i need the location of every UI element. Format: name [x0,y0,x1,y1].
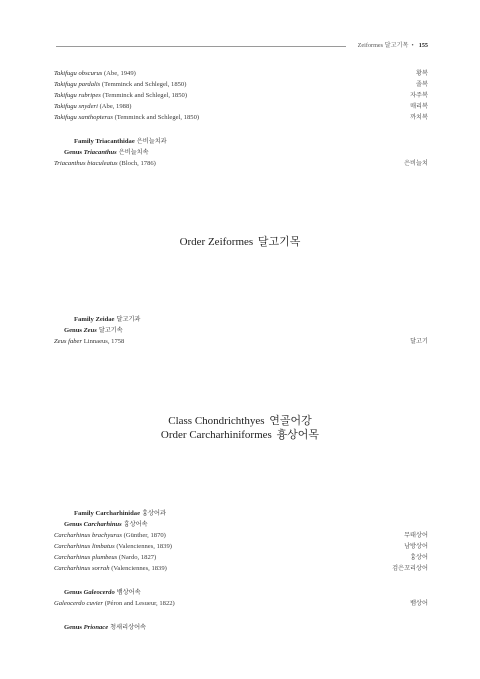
genus-korean-name: 청새리상어속 [110,624,147,631]
species-epithet: biaculeatus [87,160,118,167]
genus-prefix: Genus [64,624,82,631]
genus-heading [64,587,141,598]
species-korean-name: 흉상어 [410,554,428,561]
species-row [54,530,428,541]
species-korean-name: 은비늘치 [404,160,428,167]
species-korean-name: 검은꼬리상어 [392,565,428,572]
order-heading [0,428,480,442]
species-epithet: rubripes [78,92,101,99]
species-korean-name: 졸복 [416,81,428,88]
genus-heading [64,325,123,336]
family-heading [74,136,167,147]
genus-prefix: Genus [64,521,82,528]
species-korean-name: 뱀상어 [410,600,428,607]
species-author: (Temminck and Schlegel, 1850) [102,92,188,99]
genus-korean-name: 흉상어속 [123,521,148,528]
family-korean-name: 은비늘치과 [136,138,167,145]
order-korean-name: 달고기목 [257,236,301,248]
header-text [358,40,428,49]
genus-name: Carcharhinus [83,521,122,528]
species-epithet: plumbeus [91,554,118,561]
family-prefix: Family [74,510,94,517]
species-genus: Takifugu [54,103,77,110]
family-heading [74,314,140,325]
species-row [54,112,428,123]
species-genus: Carcharhinus [54,554,91,561]
species-row [54,79,428,90]
species-row [54,541,428,552]
species-row [54,598,428,609]
species-korean-name: 자주복 [410,92,428,99]
genus-korean-name: 뱀상어속 [116,589,141,596]
species-genus: Carcharhinus [54,565,91,572]
species-author: (Günther, 1870) [123,532,166,539]
class-label: Class Chondrichthyes [168,415,265,427]
genus-korean-name: 달고기속 [98,327,123,334]
page-number: 155 [418,42,428,49]
species-genus: Carcharhinus [54,543,91,550]
genus-prefix: Genus [64,149,82,156]
species-korean-name: 까치복 [410,114,428,121]
species-epithet: snyderi [78,103,98,110]
species-author: (Valenciennes, 1839) [116,543,172,550]
species-author: (Abe, 1988) [99,103,132,110]
species-korean-name: 황복 [416,70,428,77]
running-header [56,40,428,52]
species-row [54,563,428,574]
header-separator: • [411,42,414,49]
family-name: Carcharhinidae [95,510,141,517]
genus-korean-name: 은비늘치속 [118,149,149,156]
species-row [54,552,428,563]
species-author: (Péron and Lesueur, 1822) [104,600,175,607]
species-row [54,68,428,79]
species-epithet: obscurus [78,70,103,77]
genus-name: Prionace [83,624,109,631]
species-epithet: limbatus [91,543,115,550]
species-row [54,336,428,347]
genus-name: Galeocerdo [83,589,115,596]
order-korean-name: 흉상어목 [276,429,320,441]
family-korean-name: 흉상어과 [142,510,166,517]
genus-heading [64,622,146,633]
species-genus: Carcharhinus [54,532,91,539]
genus-name: Zeus [83,327,97,334]
species-author: (Bloch, 1786) [119,160,156,167]
header-section: Zeiformes 달고기목 [357,42,409,49]
species-epithet: cuvier [86,600,104,607]
order-heading [0,235,480,249]
species-genus: Triacanthus [54,160,86,167]
species-author: (Nardo, 1827) [118,554,157,561]
genus-heading [64,147,149,158]
order-label: Order Carcharhiniformes [160,429,272,441]
species-korean-name: 남방상어 [404,543,428,550]
species-genus: Takifugu [54,70,77,77]
species-author: (Temminck and Schlegel, 1850) [101,81,187,88]
species-korean-name: 달고기 [410,338,428,345]
species-epithet: sorrah [91,565,110,572]
species-author: (Temminck and Schlegel, 1850) [114,114,200,121]
species-genus: Galeocerdo [54,600,85,607]
species-author: (Abe, 1949) [103,70,136,77]
family-name: Zeidae [95,316,115,323]
class-korean-name: 연골어강 [269,415,312,427]
family-prefix: Family [74,316,94,323]
species-author: Linnaeus, 1758 [83,338,125,345]
species-korean-name: 무태상어 [404,532,428,539]
species-epithet: faber [68,338,83,345]
species-author: (Valenciennes, 1839) [111,565,167,572]
species-epithet: xanthopterus [78,114,113,121]
genus-name: Triacanthus [83,149,117,156]
species-genus: Takifugu [54,81,77,88]
species-korean-name: 매리복 [410,103,428,110]
species-genus: Takifugu [54,114,77,121]
header-rule [56,46,346,47]
species-row [54,90,428,101]
species-epithet: pardalis [78,81,101,88]
genus-prefix: Genus [64,327,82,334]
class-heading [0,414,480,428]
family-korean-name: 달고기과 [116,316,141,323]
family-heading [74,508,166,519]
family-name: Triacanthidae [95,138,135,145]
species-genus: Takifugu [54,92,77,99]
genus-prefix: Genus [64,589,82,596]
species-epithet: brachyurus [91,532,122,539]
species-row [54,101,428,112]
species-row [54,158,428,169]
species-genus: Zeus [54,338,67,345]
family-prefix: Family [74,138,94,145]
order-label: Order Zeiformes [179,236,254,248]
genus-heading [64,519,148,530]
